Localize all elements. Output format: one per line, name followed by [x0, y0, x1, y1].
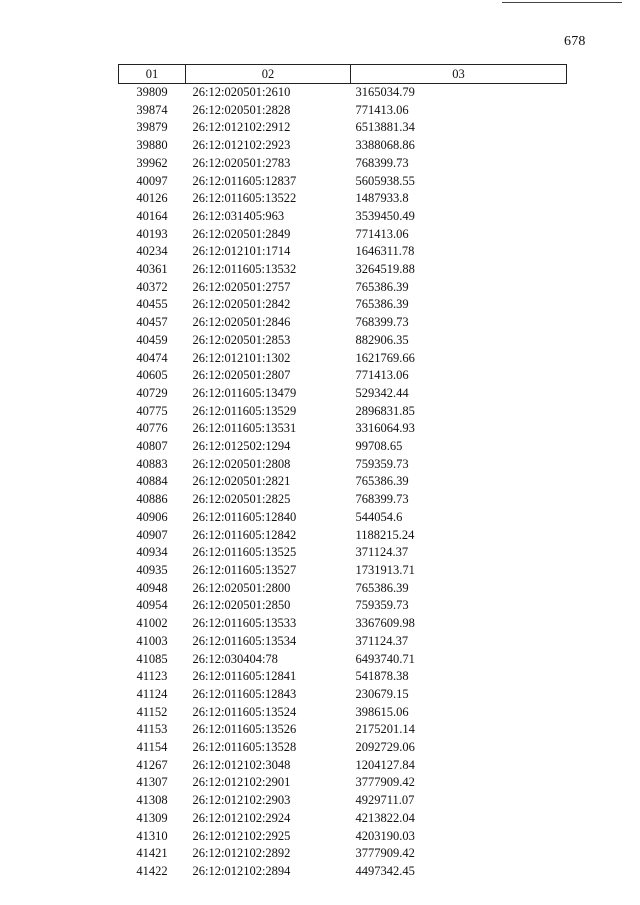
row-id-cell: 41154 — [136, 740, 168, 755]
cadastral-number-cell: 26:12:011605:13527 — [192, 562, 297, 577]
cadastral-number-cell: 26:12:020501:2821 — [192, 474, 291, 489]
cadastral-number-cell: 26:12:011605:13522 — [192, 191, 297, 206]
column-header-01: 01 — [119, 65, 186, 84]
table-row — [119, 456, 567, 474]
cadastral-number-cell: 26:12:012502:1294 — [192, 439, 291, 454]
cadastral-number-cell: 26:12:020501:2757 — [192, 279, 291, 294]
row-id-cell: 41310 — [136, 828, 168, 843]
table-row — [119, 243, 567, 261]
table-header-row — [119, 65, 567, 84]
row-id-cell: 40948 — [136, 580, 168, 595]
row-id-cell: 39809 — [136, 85, 168, 99]
row-id-cell: 40935 — [136, 562, 168, 577]
row-id-cell: 40775 — [136, 403, 168, 418]
table-row — [119, 757, 567, 775]
value-cell: 765386.39 — [355, 297, 409, 312]
cadastral-number-cell: 26:12:011605:13533 — [192, 616, 297, 631]
row-id-cell: 40907 — [136, 527, 168, 542]
value-cell: 4497342.45 — [355, 863, 415, 878]
row-id-cell: 40097 — [136, 173, 168, 188]
table-row — [119, 155, 567, 173]
value-cell: 3777909.42 — [355, 775, 415, 790]
row-id-cell: 40906 — [136, 509, 168, 524]
table-row — [119, 350, 567, 368]
cadastral-number-cell: 26:12:011605:13525 — [192, 545, 297, 560]
value-cell: 3777909.42 — [355, 846, 415, 861]
table-row — [119, 527, 567, 545]
row-id-cell: 41421 — [136, 846, 168, 861]
cadastral-number-cell: 26:12:020501:2828 — [192, 102, 291, 117]
row-id-cell: 41123 — [136, 669, 168, 684]
row-id-cell: 39880 — [136, 138, 168, 153]
table-row — [119, 792, 567, 810]
table-row — [119, 119, 567, 137]
table-row — [119, 580, 567, 598]
table-row — [119, 828, 567, 846]
table-row — [119, 102, 567, 120]
row-id-cell: 40234 — [136, 244, 168, 259]
table-row — [119, 367, 567, 385]
table-row — [119, 137, 567, 155]
row-id-cell: 39874 — [136, 102, 168, 117]
row-id-cell: 41153 — [136, 722, 168, 737]
table-row — [119, 403, 567, 421]
table-row — [119, 562, 567, 580]
cadastral-number-cell: 26:12:020501:2807 — [192, 368, 291, 383]
table-row — [119, 438, 567, 456]
row-id-cell: 41308 — [136, 793, 168, 808]
value-cell: 1188215.24 — [355, 527, 415, 542]
cadastral-number-cell: 26:12:011605:12842 — [192, 527, 297, 542]
row-id-cell: 40729 — [136, 385, 168, 400]
value-cell: 759359.73 — [355, 598, 409, 613]
row-id-cell: 40807 — [136, 439, 168, 454]
value-cell: 371124.37 — [355, 633, 409, 648]
cadastral-number-cell: 26:12:020501:2849 — [192, 226, 291, 241]
row-id-cell: 40361 — [136, 262, 168, 277]
value-cell: 4213822.04 — [355, 810, 415, 825]
value-cell: 765386.39 — [355, 580, 409, 595]
page-number: 678 — [564, 34, 586, 49]
value-cell: 1487933.8 — [355, 191, 409, 206]
value-cell: 1621769.66 — [355, 350, 415, 365]
row-id-cell: 41309 — [136, 810, 168, 825]
value-cell: 1646311.78 — [355, 244, 415, 259]
cadastral-number-cell: 26:12:020501:2846 — [192, 315, 291, 330]
value-cell: 771413.06 — [355, 102, 409, 117]
value-cell: 5605938.55 — [355, 173, 415, 188]
cadastral-number-cell: 26:12:020501:2610 — [192, 85, 291, 99]
value-cell: 544054.6 — [355, 509, 403, 524]
cadastral-number-cell: 26:12:020501:2783 — [192, 155, 291, 170]
cadastral-number-cell: 26:12:011605:13531 — [192, 421, 297, 436]
value-cell: 99708.65 — [355, 439, 403, 454]
value-cell: 2092729.06 — [355, 740, 415, 755]
table-row — [119, 279, 567, 297]
value-cell: 6513881.34 — [355, 120, 415, 135]
value-cell: 1204127.84 — [355, 757, 415, 772]
row-id-cell: 40886 — [136, 492, 168, 507]
cadastral-number-cell: 26:12:020501:2800 — [192, 580, 291, 595]
table-row — [119, 651, 567, 669]
value-cell: 765386.39 — [355, 474, 409, 489]
cadastral-number-cell: 26:12:011605:12837 — [192, 173, 297, 188]
row-id-cell: 40372 — [136, 279, 168, 294]
table-row — [119, 314, 567, 332]
top-rule — [502, 2, 622, 3]
table-row — [119, 332, 567, 350]
row-id-cell: 41124 — [136, 686, 168, 701]
table-row — [119, 810, 567, 828]
table-row — [119, 226, 567, 244]
data-table — [118, 64, 567, 881]
table-row — [119, 615, 567, 633]
row-id-cell: 40954 — [136, 598, 168, 613]
row-id-cell: 41422 — [136, 863, 168, 878]
table-row — [119, 296, 567, 314]
cadastral-number-cell: 26:12:012102:2912 — [192, 120, 291, 135]
value-cell: 3264519.88 — [355, 262, 415, 277]
table-row — [119, 385, 567, 403]
table-row — [119, 190, 567, 208]
cadastral-number-cell: 26:12:011605:13479 — [192, 385, 297, 400]
cadastral-number-cell: 26:12:011605:12841 — [192, 669, 297, 684]
cadastral-number-cell: 26:12:031405:963 — [192, 208, 285, 223]
row-id-cell: 41307 — [136, 775, 168, 790]
value-cell: 759359.73 — [355, 456, 409, 471]
value-cell: 4203190.03 — [355, 828, 415, 843]
value-cell: 3388068.86 — [355, 138, 415, 153]
cadastral-number-cell: 26:12:012102:3048 — [192, 757, 291, 772]
cadastral-number-cell: 26:12:030404:78 — [192, 651, 278, 666]
row-id-cell: 40883 — [136, 456, 168, 471]
table-row — [119, 774, 567, 792]
table-row — [119, 739, 567, 757]
cadastral-number-cell: 26:12:011605:13528 — [192, 740, 297, 755]
row-id-cell: 41002 — [136, 616, 168, 631]
value-cell: 882906.35 — [355, 332, 409, 347]
cadastral-number-cell: 26:12:020501:2850 — [192, 598, 291, 613]
value-cell: 768399.73 — [355, 492, 409, 507]
value-cell: 771413.06 — [355, 226, 409, 241]
row-id-cell: 40605 — [136, 368, 168, 383]
data-table-container — [118, 64, 566, 881]
row-id-cell: 40934 — [136, 545, 168, 560]
row-id-cell: 41152 — [136, 704, 168, 719]
cadastral-number-cell: 26:12:011605:13529 — [192, 403, 297, 418]
table-row — [119, 863, 567, 881]
row-id-cell: 40776 — [136, 421, 168, 436]
value-cell: 2896831.85 — [355, 403, 415, 418]
row-id-cell: 40164 — [136, 208, 168, 223]
row-id-cell: 40474 — [136, 350, 168, 365]
cadastral-number-cell: 26:12:012102:2923 — [192, 138, 291, 153]
column-header-02: 02 — [186, 65, 351, 84]
table-row — [119, 509, 567, 527]
cadastral-number-cell: 26:12:011605:13534 — [192, 633, 297, 648]
value-cell: 3165034.79 — [355, 85, 415, 99]
table-row — [119, 597, 567, 615]
row-id-cell: 39962 — [136, 155, 168, 170]
table-row — [119, 633, 567, 651]
cadastral-number-cell: 26:12:011605:12840 — [192, 509, 297, 524]
cadastral-number-cell: 26:12:020501:2825 — [192, 492, 291, 507]
cadastral-number-cell: 26:12:012102:2924 — [192, 810, 291, 825]
row-id-cell: 40193 — [136, 226, 168, 241]
cadastral-number-cell: 26:12:012101:1302 — [192, 350, 291, 365]
table-row — [119, 544, 567, 562]
value-cell: 398615.06 — [355, 704, 409, 719]
table-row — [119, 173, 567, 191]
table-row — [119, 261, 567, 279]
cadastral-number-cell: 26:12:012102:2903 — [192, 793, 291, 808]
value-cell: 771413.06 — [355, 368, 409, 383]
table-row — [119, 845, 567, 863]
value-cell: 2175201.14 — [355, 722, 415, 737]
cadastral-number-cell: 26:12:011605:13532 — [192, 262, 297, 277]
value-cell: 1731913.71 — [355, 562, 415, 577]
table-row — [119, 420, 567, 438]
table-row — [119, 84, 567, 102]
value-cell: 371124.37 — [355, 545, 409, 560]
table-row — [119, 491, 567, 509]
row-id-cell: 40455 — [136, 297, 168, 312]
value-cell: 541878.38 — [355, 669, 409, 684]
row-id-cell: 40457 — [136, 315, 168, 330]
cadastral-number-cell: 26:12:020501:2842 — [192, 297, 291, 312]
cadastral-number-cell: 26:12:012102:2901 — [192, 775, 291, 790]
cadastral-number-cell: 26:12:020501:2853 — [192, 332, 291, 347]
cadastral-number-cell: 26:12:020501:2808 — [192, 456, 291, 471]
value-cell: 768399.73 — [355, 155, 409, 170]
value-cell: 3316064.93 — [355, 421, 415, 436]
cadastral-number-cell: 26:12:012101:1714 — [192, 244, 291, 259]
row-id-cell: 39879 — [136, 120, 168, 135]
cadastral-number-cell: 26:12:012102:2925 — [192, 828, 291, 843]
cadastral-number-cell: 26:12:012102:2894 — [192, 863, 291, 878]
cadastral-number-cell: 26:12:011605:12843 — [192, 686, 297, 701]
row-id-cell: 40459 — [136, 332, 168, 347]
value-cell: 765386.39 — [355, 279, 409, 294]
row-id-cell: 40884 — [136, 474, 168, 489]
table-body — [119, 84, 567, 881]
row-id-cell: 40126 — [136, 191, 168, 206]
table-row — [119, 208, 567, 226]
table-row — [119, 473, 567, 491]
row-id-cell: 41003 — [136, 633, 168, 648]
table-row — [119, 668, 567, 686]
table-row — [119, 721, 567, 739]
value-cell: 529342.44 — [355, 385, 409, 400]
cadastral-number-cell: 26:12:011605:13526 — [192, 722, 297, 737]
value-cell: 3367609.98 — [355, 616, 415, 631]
table-row — [119, 686, 567, 704]
column-header-03: 03 — [351, 65, 567, 84]
cadastral-number-cell: 26:12:011605:13524 — [192, 704, 297, 719]
value-cell: 230679.15 — [355, 686, 409, 701]
value-cell: 3539450.49 — [355, 208, 415, 223]
cadastral-number-cell: 26:12:012102:2892 — [192, 846, 291, 861]
value-cell: 768399.73 — [355, 315, 409, 330]
row-id-cell: 41085 — [136, 651, 168, 666]
row-id-cell: 41267 — [136, 757, 168, 772]
value-cell: 4929711.07 — [355, 793, 415, 808]
value-cell: 6493740.71 — [355, 651, 415, 666]
table-row — [119, 704, 567, 722]
